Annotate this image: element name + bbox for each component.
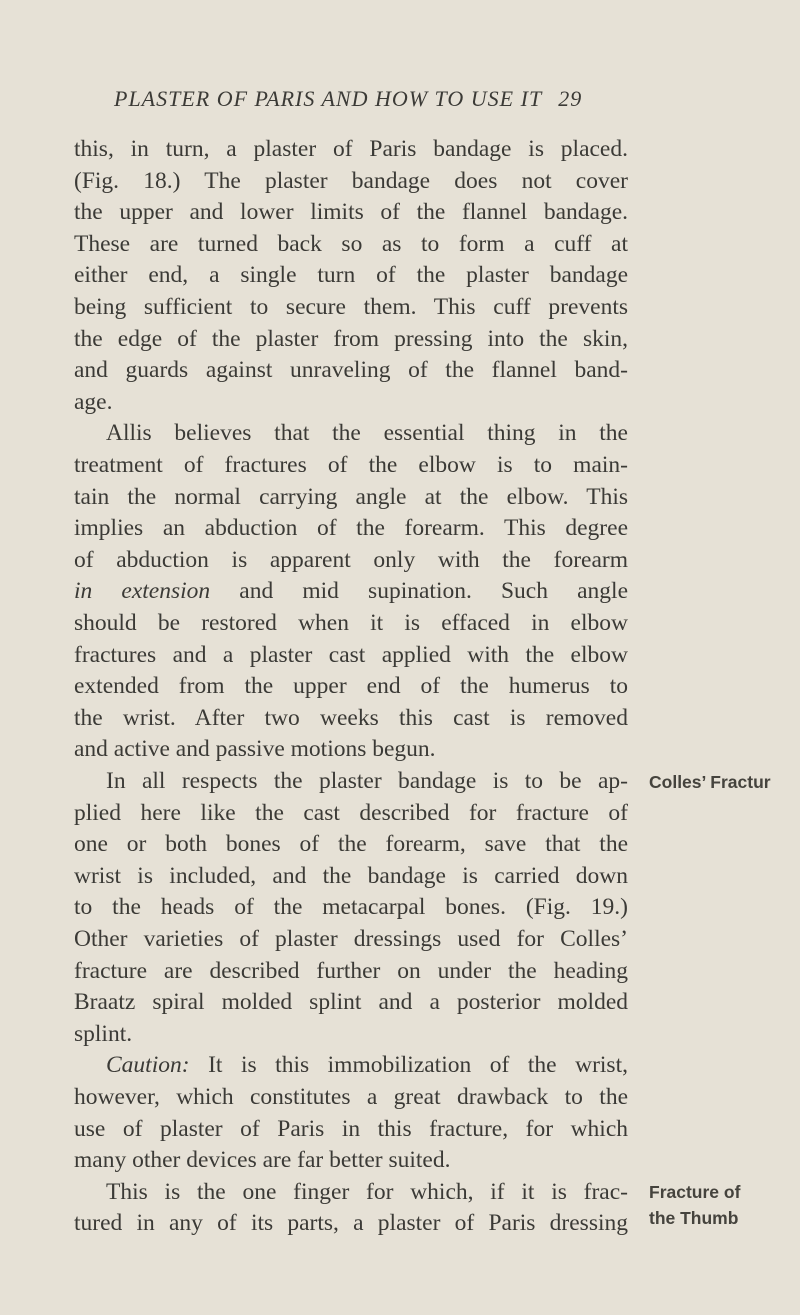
text-line: and active and passive motions begun. [74, 736, 436, 763]
text-line: wrist is included, and the bandage is carried down [74, 862, 628, 889]
text-line: the upper and lower limits of the flannel bandage. [74, 199, 628, 226]
text-line: fracture are described further on under the heading [74, 957, 628, 984]
text-line: to the heads of the metacarpal bones. (Fig. 19.) [74, 894, 628, 921]
text-line: (Fig. 18.) The plaster bandage does not cover [74, 167, 628, 194]
margin-note-thumb-line2: the Thumb [649, 1208, 739, 1228]
text-line: plied here like the cast described for fracture of [74, 799, 628, 826]
text-line: These are turned back so as to form a cuff at [74, 230, 628, 257]
text-line: this, in turn, a plaster of Paris bandage is placed. [74, 136, 628, 162]
running-head [114, 86, 582, 112]
text-line: extended from the upper end of the humerus to [74, 673, 628, 700]
text-line: implies an abduction of the forearm. This degree [74, 515, 628, 542]
text-line: being sufficient to secure them. This cuff prevents [74, 294, 628, 320]
margin-note-colles: Colles’ Fractur [649, 772, 771, 792]
caution-label: Caution: [106, 1052, 190, 1079]
text-line: tain the normal carrying angle at the elbow. This [74, 483, 628, 510]
text-line: either end, a single turn of the plaster bandage [74, 262, 628, 289]
text-line: the edge of the plaster from pressing into the skin, [74, 325, 628, 352]
text-line: in extension and mid supination. Such angle [74, 578, 629, 605]
margin-note-thumb-line1: Fracture of [649, 1182, 741, 1202]
text-line: many other devices are far better suited. [74, 1147, 451, 1174]
text-line: should be restored when it is effaced in elbow [74, 610, 628, 636]
text-line: the wrist. After two weeks this cast is removed [74, 704, 628, 731]
text-line: In all respects the plaster bandage is to be ap- [106, 768, 628, 794]
text-line: and guards against unraveling of the flannel band- [74, 357, 628, 384]
text-line: tured in any of its parts, a plaster of Paris dressing [74, 1210, 628, 1237]
text-line: however, which constitutes a great drawback to the [74, 1084, 628, 1110]
text-line: use of plaster of Paris in this fracture, for which [74, 1115, 628, 1142]
running-title: PLASTER OF PARIS AND HOW TO USE IT [114, 86, 542, 111]
text-line: splint. [74, 1020, 133, 1047]
page-number: 29 [558, 86, 583, 111]
text-line: Braatz spiral molded splint and a posterior molded [74, 989, 628, 1016]
text-line: of abduction is apparent only with the forearm [74, 546, 628, 573]
text-line: This is the one finger for which, if it is frac- [106, 1178, 628, 1205]
text-line: age. [74, 388, 113, 415]
text-line: Other varieties of plaster dressings used for Colles’ [74, 926, 628, 952]
text-line: Caution: It is this immobilization of the wrist, [106, 1052, 628, 1079]
text-line: fractures and a plaster cast applied with the elbow [74, 641, 628, 668]
italic-phrase: in extension [74, 578, 211, 605]
text-line: one or both bones of the forearm, save that the [74, 831, 628, 858]
text-line: Allis believes that the essential thing in the [106, 420, 628, 447]
text-line: treatment of fractures of the elbow is to main- [74, 452, 628, 478]
